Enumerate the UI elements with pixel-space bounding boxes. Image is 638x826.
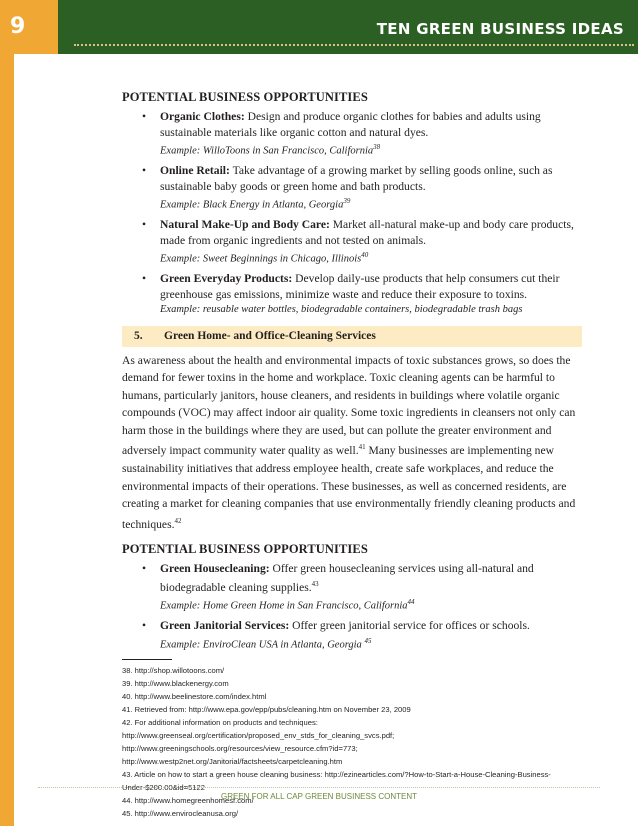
section-title-bar [122, 326, 582, 347]
footnote: http://www.greeningschools.org/resources/view_resource.cfm?id=773; [122, 743, 358, 753]
footnote: 42. For additional information on products and techniques: [122, 717, 318, 727]
section-heading: POTENTIAL BUSINESS OPPORTUNITIES [122, 542, 368, 557]
item-example: Example: Black Energy in Atlanta, Georgia$^{39}$ [160, 197, 351, 211]
item-example: Example: Sweet Beginnings in Chicago, Illinois$^{40}$ [160, 251, 369, 265]
section-heading: POTENTIAL BUSINESS OPPORTUNITIES [122, 90, 368, 104]
page-header [0, 0, 638, 54]
item-text: Offer green janitorial service for offices or schools. [292, 619, 530, 633]
main-content [122, 90, 582, 820]
footnote-ref: 42 [174, 516, 182, 525]
footnote: 39. http://www.blackenergy.com [122, 678, 229, 688]
header-dotted-rule [74, 44, 634, 46]
item-text: Take advantage of a growing market by selling goods online, such as sustainable baby goods or green home and bath products. [160, 164, 553, 193]
list-item: • Green Janitorial Services: Offer green janitorial service for offices or schools. Example: EnviroClean USA in Atlanta, Georgia $^{45}$ [140, 618, 582, 653]
item-example: Example: Home Green Home in San Francisco, California$^{44}$ [160, 598, 415, 612]
item-text: Offer green housecleaning services using all-natural and biodegradable cleaning supplies. [160, 562, 534, 594]
left-accent-bar [0, 0, 14, 826]
page-number-box [0, 0, 58, 54]
list-item: • Green Everyday Products: Develop daily-use products that help consumers cut their greenhouse gas emissions, minimize waste and reduce their exposure to toxins. Example: reusable water bottles, biodegradable containers, biodegradable trash bags [140, 271, 582, 318]
footnote: Under-$200.00&id=5122 [122, 782, 205, 792]
item-text: Develop daily-use products that help consumers cut their greenhouse gas emissions, minimize waste and reduce their exposure to toxins. [160, 272, 560, 301]
item-term: Online Retail: [160, 164, 230, 177]
list-item: • Green Housecleaning: Offer green housecleaning services using all-natural and biodegradable cleaning supplies.$^{43}$ Example: Home Green Home in San Francisco, California$^{44}$ [140, 561, 582, 614]
page-number: 9 [10, 14, 26, 39]
footnote-rule [122, 659, 172, 660]
section-number: 5. [134, 329, 143, 342]
footnote: http://www.westp2net.org/Janitorial/factsheets/carpetcleaning.htm [122, 756, 343, 766]
page-footer: GREEN FOR ALL CAP GREEN BUSINESS CONTENT [220, 792, 418, 801]
item-term: Green Housecleaning: [160, 562, 270, 576]
item-example: Example: WilloToons in San Francisco, California$^{38}$ [160, 143, 381, 157]
list-item: • Organic Clothes: Design and produce organic clothes for babies and adults using sustainable materials like organic cotton and natural dyes. Example: WilloToons in San Francisco, California$^{38}$ [140, 109, 582, 159]
item-example: Example: reusable water bottles, biodegradable containers, biodegradable trash bags [160, 304, 523, 315]
list-item: • Natural Make-Up and Body Care: Market all-natural make-up and body care products, made from organic ingredients and not tested on animals. Example: Sweet Beginnings in Chicago, Illinois$^{40}$ [140, 217, 582, 267]
item-text: Market all-natural make-up and body care products, made from organic ingredients and not tested on animals. [160, 218, 574, 247]
footer-dotted-rule [38, 787, 600, 788]
footnote: 43. Article on how to start a green house cleaning business: http://ezinearticles.com/?How-to-Start-a-House-Cleaning-Business- [122, 769, 551, 779]
footnote-ref: 41 [358, 443, 366, 452]
footnote: 45. http://www.envirocleanusa.org/ [122, 808, 239, 818]
item-term: Green Janitorial Services: [160, 619, 290, 633]
item-text: Design and produce organic clothes for babies and adults using sustainable materials like organic cotton and natural dyes. [160, 110, 541, 139]
list-item: • Online Retail: Take advantage of a growing market by selling goods online, such as sustainable baby goods or green home and bath products. Example: Black Energy in Atlanta, Georgia$^{39}$ [140, 163, 582, 213]
body-paragraph: As awareness about the health and environmental impacts of toxic substances grows, so does the demand for fewer toxins in the home and workplace. Toxic cleaning agents can be harmful to humans, particularly janitors, house cleaners, and residents in buildings where volatile organic compounds (VOC) may affect indoor air quality. Some toxic ingredients in cleansers not only can harm those in the buildings where they are used, but can pollute the greater environment and adversely impact community water quality as well.$^{41}$ Many businesses are implementing new sustainability initiatives that address employee health, create safe workplaces, and reduce the environmental impacts of their operations. These businesses, as well as concerned residents, are creating a market for cleaning companies that use environmentally friendly cleaning products and techniques.$^{42}$ [122, 353, 576, 531]
header-title: TEN GREEN BUSINESS IDEAS [376, 20, 624, 38]
footnote: 44. http://www.homegreenhomesf.com/ [122, 795, 254, 805]
section-title: Green Home- and Office-Cleaning Services [164, 329, 376, 342]
footnote: http://www.greenseal.org/certification/proposed_env_stds_for_cleaning_svcs.pdf; [122, 730, 395, 740]
opportunity-list [122, 561, 582, 652]
item-term: Green Everyday Products: [160, 272, 293, 285]
item-term: Organic Clothes: [160, 110, 245, 123]
item-term: Natural Make-Up and Body Care: [160, 218, 330, 231]
item-example: Example: EnviroClean USA in Atlanta, Georgia $^{45}$ [160, 636, 372, 651]
footnote: 41. Retrieved from: http://www.epa.gov/epp/pubs/cleaning.htm on November 23, 2009 [122, 704, 411, 714]
footnote: 38. http://shop.willotoons.com/ [122, 665, 225, 675]
opportunity-list [122, 109, 582, 318]
footnote: 40. http://www.beelinestore.com/index.html [122, 691, 267, 701]
